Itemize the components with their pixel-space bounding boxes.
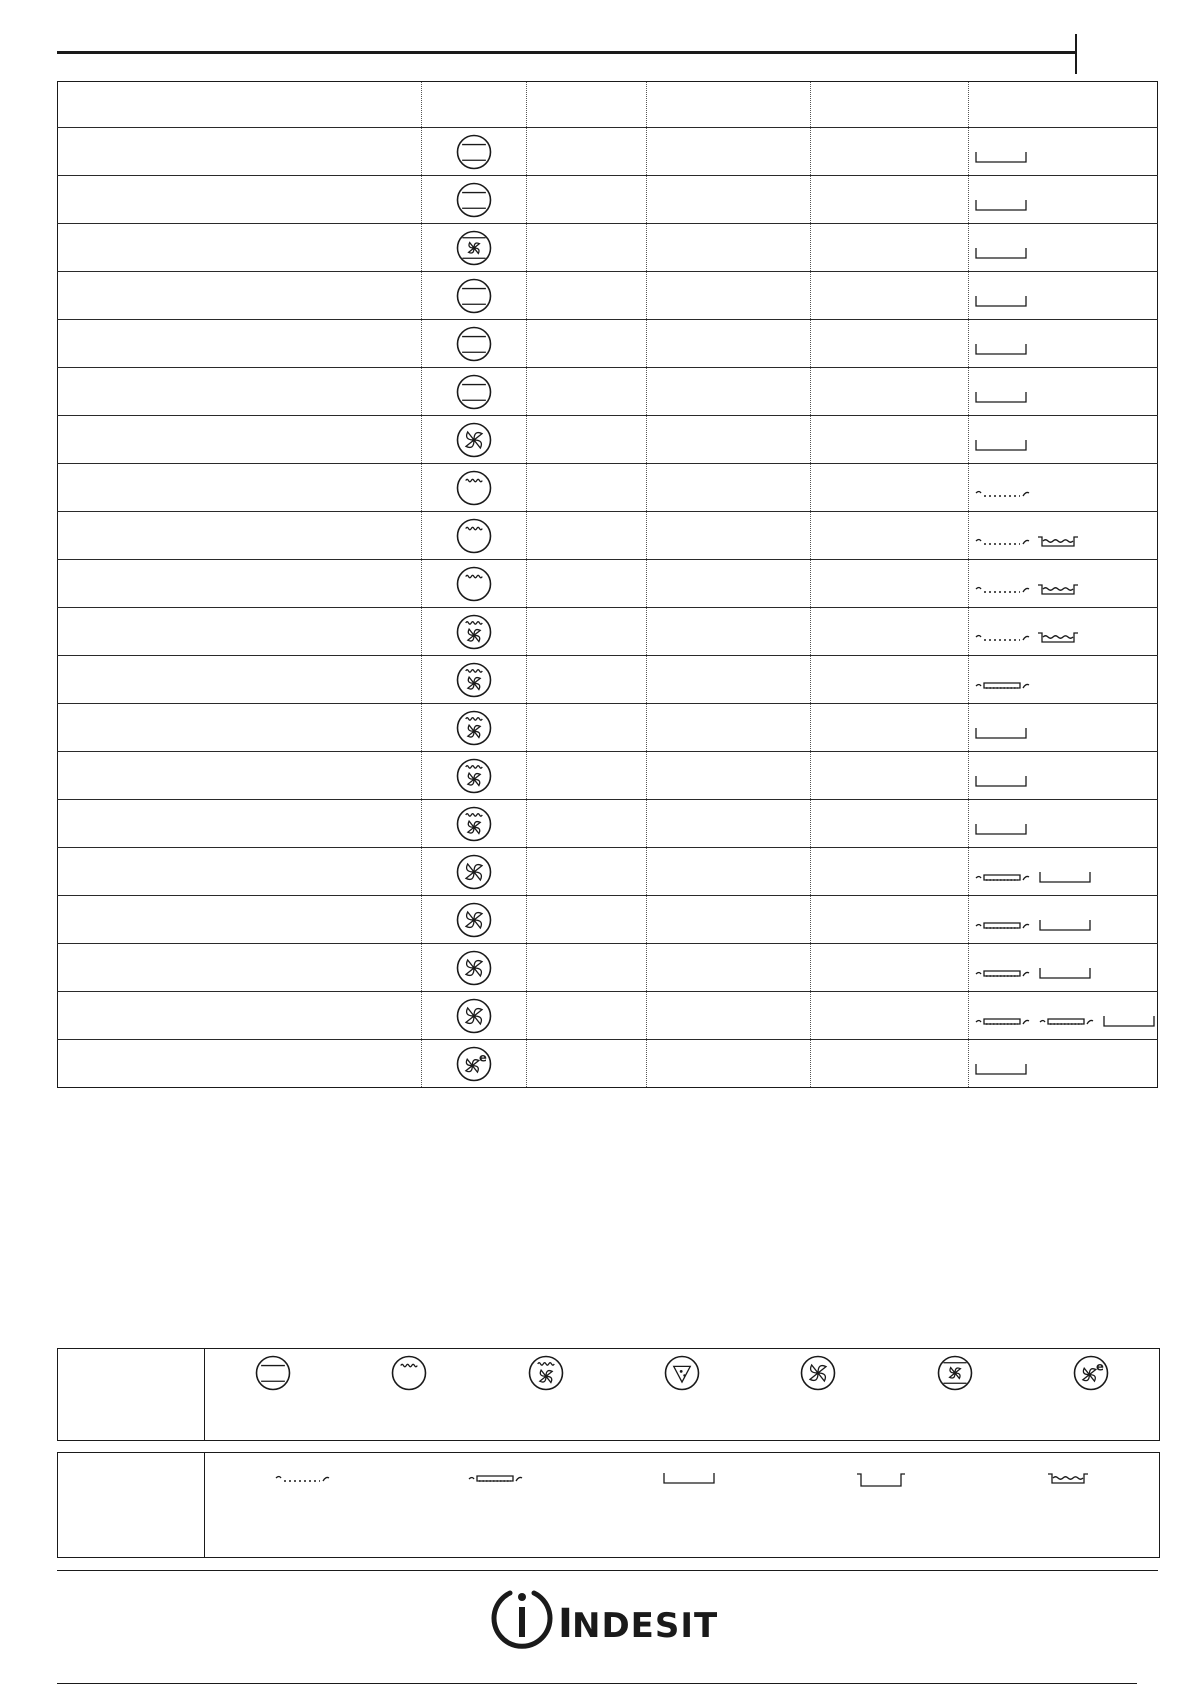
level-cell xyxy=(527,992,646,1040)
accessories-cell xyxy=(968,608,1157,656)
mode-cell xyxy=(422,272,527,320)
eco-fan-icon xyxy=(456,1050,492,1072)
level-cell xyxy=(527,176,646,224)
header-cell xyxy=(422,82,527,128)
shelf-with-tray-icon xyxy=(974,1001,1032,1031)
food-cell xyxy=(58,800,422,848)
fan-oven-icon xyxy=(456,1007,492,1024)
cooking-table xyxy=(57,81,1158,1088)
accessories-cell xyxy=(968,992,1157,1040)
drip-tray-icon xyxy=(1036,521,1080,551)
mode-cell xyxy=(422,848,527,896)
accessories-cell xyxy=(968,464,1157,512)
accessories-cell xyxy=(968,176,1157,224)
level-cell xyxy=(527,416,646,464)
fan-top-bottom-icon xyxy=(456,239,492,256)
accessories-cell xyxy=(968,224,1157,272)
header-cell xyxy=(810,82,968,128)
fan-top-bottom-icon xyxy=(937,1355,973,1391)
temperature-cell xyxy=(646,416,810,464)
wire-shelf-icon xyxy=(974,473,1030,503)
time-cell xyxy=(810,848,968,896)
header-cell xyxy=(58,82,422,128)
time-cell xyxy=(810,752,968,800)
table-row xyxy=(58,176,1158,224)
table-row xyxy=(58,272,1158,320)
wire-shelf-icon xyxy=(974,617,1030,647)
shelf-with-tray-icon xyxy=(974,953,1032,983)
mode-cell xyxy=(422,416,527,464)
level-cell xyxy=(527,368,646,416)
baking-tray-icon xyxy=(662,1472,718,1488)
indesit-logo xyxy=(488,1585,728,1655)
fan-oven-icon xyxy=(456,863,492,880)
mode-cell xyxy=(422,512,527,560)
temperature-cell xyxy=(646,464,810,512)
time-cell xyxy=(810,992,968,1040)
food-cell xyxy=(58,272,422,320)
level-cell xyxy=(527,560,646,608)
time-cell xyxy=(810,512,968,560)
eco-fan-icon xyxy=(1073,1355,1109,1391)
baking-tray-icon xyxy=(974,137,1030,167)
baking-tray-icon xyxy=(1038,953,1094,983)
accessories-cell xyxy=(968,944,1157,992)
fan-oven-icon xyxy=(456,431,492,448)
mode-cell xyxy=(422,368,527,416)
table-row xyxy=(58,752,1158,800)
food-cell xyxy=(58,128,422,176)
temperature-cell xyxy=(646,320,810,368)
temperature-cell xyxy=(646,752,810,800)
top-tick xyxy=(1075,34,1077,74)
svg-text:e: e xyxy=(1095,1359,1104,1374)
accessories-legend xyxy=(57,1452,1160,1558)
baking-tray-icon xyxy=(974,377,1030,407)
table-row xyxy=(58,896,1158,944)
mode-cell xyxy=(422,944,527,992)
time-cell xyxy=(810,896,968,944)
food-cell xyxy=(58,848,422,896)
conventional-oven-icon xyxy=(456,335,492,352)
table-row xyxy=(58,1040,1158,1088)
mode-cell xyxy=(422,656,527,704)
baking-tray-icon xyxy=(974,185,1030,215)
accessories-cell xyxy=(968,320,1157,368)
mode-cell xyxy=(422,992,527,1040)
temperature-cell xyxy=(646,224,810,272)
conventional-oven-icon xyxy=(456,287,492,304)
level-cell xyxy=(527,224,646,272)
mode-cell xyxy=(422,896,527,944)
mode-cell xyxy=(422,224,527,272)
svg-text:e: e xyxy=(479,1050,488,1065)
conventional-oven-icon xyxy=(255,1355,291,1391)
header-cell xyxy=(527,82,646,128)
time-cell xyxy=(810,224,968,272)
level-cell xyxy=(527,752,646,800)
table-row xyxy=(58,512,1158,560)
baking-tray-icon xyxy=(974,425,1030,455)
table-row xyxy=(58,320,1158,368)
accessories-cell xyxy=(968,896,1157,944)
food-cell xyxy=(58,992,422,1040)
food-cell xyxy=(58,224,422,272)
table-row xyxy=(58,224,1158,272)
conventional-oven-icon xyxy=(456,383,492,400)
table-row xyxy=(58,608,1158,656)
drip-tray-icon xyxy=(1036,569,1080,599)
baking-tray-icon xyxy=(974,761,1030,791)
baking-tray-icon xyxy=(1102,1001,1158,1031)
accessories-cell xyxy=(968,800,1157,848)
food-cell xyxy=(58,656,422,704)
temperature-cell xyxy=(646,176,810,224)
mode-cell xyxy=(422,1040,527,1088)
wire-shelf-icon xyxy=(974,569,1030,599)
food-cell xyxy=(58,176,422,224)
temperature-cell xyxy=(646,896,810,944)
food-cell xyxy=(58,320,422,368)
accessories-cell xyxy=(968,752,1157,800)
time-cell xyxy=(810,1040,968,1088)
level-cell xyxy=(527,608,646,656)
food-cell xyxy=(58,464,422,512)
grill-icon xyxy=(456,575,492,592)
time-cell xyxy=(810,176,968,224)
mode-cell xyxy=(422,176,527,224)
fan-oven-icon xyxy=(456,911,492,928)
accessories-cell xyxy=(968,512,1157,560)
svg-text:I: I xyxy=(558,1601,572,1647)
table-header xyxy=(58,82,1158,128)
accessories-cell xyxy=(968,560,1157,608)
baking-tray-icon xyxy=(974,713,1030,743)
mode-cell xyxy=(422,752,527,800)
temperature-cell xyxy=(646,992,810,1040)
food-cell xyxy=(58,560,422,608)
food-cell xyxy=(58,1040,422,1088)
temperature-cell xyxy=(646,272,810,320)
level-cell xyxy=(527,848,646,896)
level-cell xyxy=(527,800,646,848)
mode-cell xyxy=(422,464,527,512)
level-cell xyxy=(527,464,646,512)
grill-icon xyxy=(456,479,492,496)
header-cell xyxy=(968,82,1157,128)
header-cell xyxy=(646,82,810,128)
legend-mode-items xyxy=(205,1349,1159,1440)
table-row xyxy=(58,464,1158,512)
shelf-with-tray-icon xyxy=(974,665,1032,695)
food-cell xyxy=(58,368,422,416)
table-row xyxy=(58,560,1158,608)
level-cell xyxy=(527,320,646,368)
table-row xyxy=(58,368,1158,416)
level-cell xyxy=(527,272,646,320)
footer-line xyxy=(57,1683,1137,1684)
shelf-with-tray-icon xyxy=(1038,1001,1096,1031)
table-row xyxy=(58,656,1158,704)
temperature-cell xyxy=(646,944,810,992)
food-cell xyxy=(58,608,422,656)
time-cell xyxy=(810,368,968,416)
accessories-cell xyxy=(968,272,1157,320)
level-cell xyxy=(527,656,646,704)
baking-tray-icon xyxy=(974,1049,1030,1079)
temperature-cell xyxy=(646,608,810,656)
temperature-cell xyxy=(646,1040,810,1088)
food-cell xyxy=(58,944,422,992)
accessories-cell xyxy=(968,848,1157,896)
time-cell xyxy=(810,704,968,752)
baking-tray-icon xyxy=(1038,857,1094,887)
shelf-with-tray-icon xyxy=(974,857,1032,887)
fan-grill-icon xyxy=(456,719,492,736)
drip-tray-icon xyxy=(1046,1472,1090,1488)
fan-grill-icon xyxy=(528,1355,564,1391)
temperature-cell xyxy=(646,704,810,752)
time-cell xyxy=(810,464,968,512)
temperature-cell xyxy=(646,656,810,704)
time-cell xyxy=(810,416,968,464)
table-row xyxy=(58,416,1158,464)
level-cell xyxy=(527,1040,646,1088)
mode-cell xyxy=(422,128,527,176)
fan-oven-icon xyxy=(456,959,492,976)
temperature-cell xyxy=(646,560,810,608)
fan-grill-icon xyxy=(456,815,492,832)
time-cell xyxy=(810,560,968,608)
legend-label-cell xyxy=(58,1349,205,1440)
level-cell xyxy=(527,896,646,944)
temperature-cell xyxy=(646,512,810,560)
food-cell xyxy=(58,752,422,800)
cooking-modes-legend xyxy=(57,1348,1160,1441)
food-cell xyxy=(58,512,422,560)
time-cell xyxy=(810,272,968,320)
accessories-cell xyxy=(968,656,1157,704)
pizza-icon xyxy=(664,1355,700,1391)
level-cell xyxy=(527,704,646,752)
table-row xyxy=(58,128,1158,176)
food-cell xyxy=(58,896,422,944)
table-row xyxy=(58,704,1158,752)
time-cell xyxy=(810,656,968,704)
mode-cell xyxy=(422,608,527,656)
table-row xyxy=(58,992,1158,1040)
mode-cell xyxy=(422,704,527,752)
grill-icon xyxy=(456,527,492,544)
table-row xyxy=(58,944,1158,992)
accessories-cell xyxy=(968,704,1157,752)
wire-shelf-icon xyxy=(274,1472,330,1488)
level-cell xyxy=(527,128,646,176)
shelf-with-tray-icon xyxy=(974,905,1032,935)
level-cell xyxy=(527,512,646,560)
temperature-cell xyxy=(646,128,810,176)
baking-tray-icon xyxy=(974,809,1030,839)
temperature-cell xyxy=(646,368,810,416)
conventional-oven-icon xyxy=(456,143,492,160)
fan-grill-icon xyxy=(456,671,492,688)
time-cell xyxy=(810,128,968,176)
mode-cell xyxy=(422,560,527,608)
accessories-cell xyxy=(968,1040,1157,1088)
mode-cell xyxy=(422,320,527,368)
time-cell xyxy=(810,608,968,656)
svg-text:NDESIT: NDESIT xyxy=(572,1606,719,1646)
bottom-rule xyxy=(57,1570,1158,1571)
drip-tray-icon xyxy=(1036,617,1080,647)
accessories-cell xyxy=(968,416,1157,464)
baking-tray-icon xyxy=(974,329,1030,359)
deep-pan-icon xyxy=(855,1472,909,1488)
accessories-cell xyxy=(968,368,1157,416)
fan-oven-icon xyxy=(800,1355,836,1391)
legend-accessory-items xyxy=(205,1453,1159,1557)
fan-grill-icon xyxy=(456,623,492,640)
mode-cell xyxy=(422,800,527,848)
baking-tray-icon xyxy=(974,281,1030,311)
temperature-cell xyxy=(646,848,810,896)
baking-tray-icon xyxy=(1038,905,1094,935)
wire-shelf-icon xyxy=(974,521,1030,551)
top-rule xyxy=(57,51,1077,54)
level-cell xyxy=(527,944,646,992)
shelf-with-tray-icon xyxy=(467,1472,525,1488)
legend-label-cell xyxy=(58,1453,205,1557)
food-cell xyxy=(58,416,422,464)
accessories-cell xyxy=(968,128,1157,176)
table-row xyxy=(58,848,1158,896)
food-cell xyxy=(58,704,422,752)
baking-tray-icon xyxy=(974,233,1030,263)
time-cell xyxy=(810,320,968,368)
fan-grill-icon xyxy=(456,767,492,784)
temperature-cell xyxy=(646,800,810,848)
grill-icon xyxy=(391,1355,427,1391)
table-row xyxy=(58,800,1158,848)
conventional-oven-icon xyxy=(456,191,492,208)
time-cell xyxy=(810,800,968,848)
time-cell xyxy=(810,944,968,992)
